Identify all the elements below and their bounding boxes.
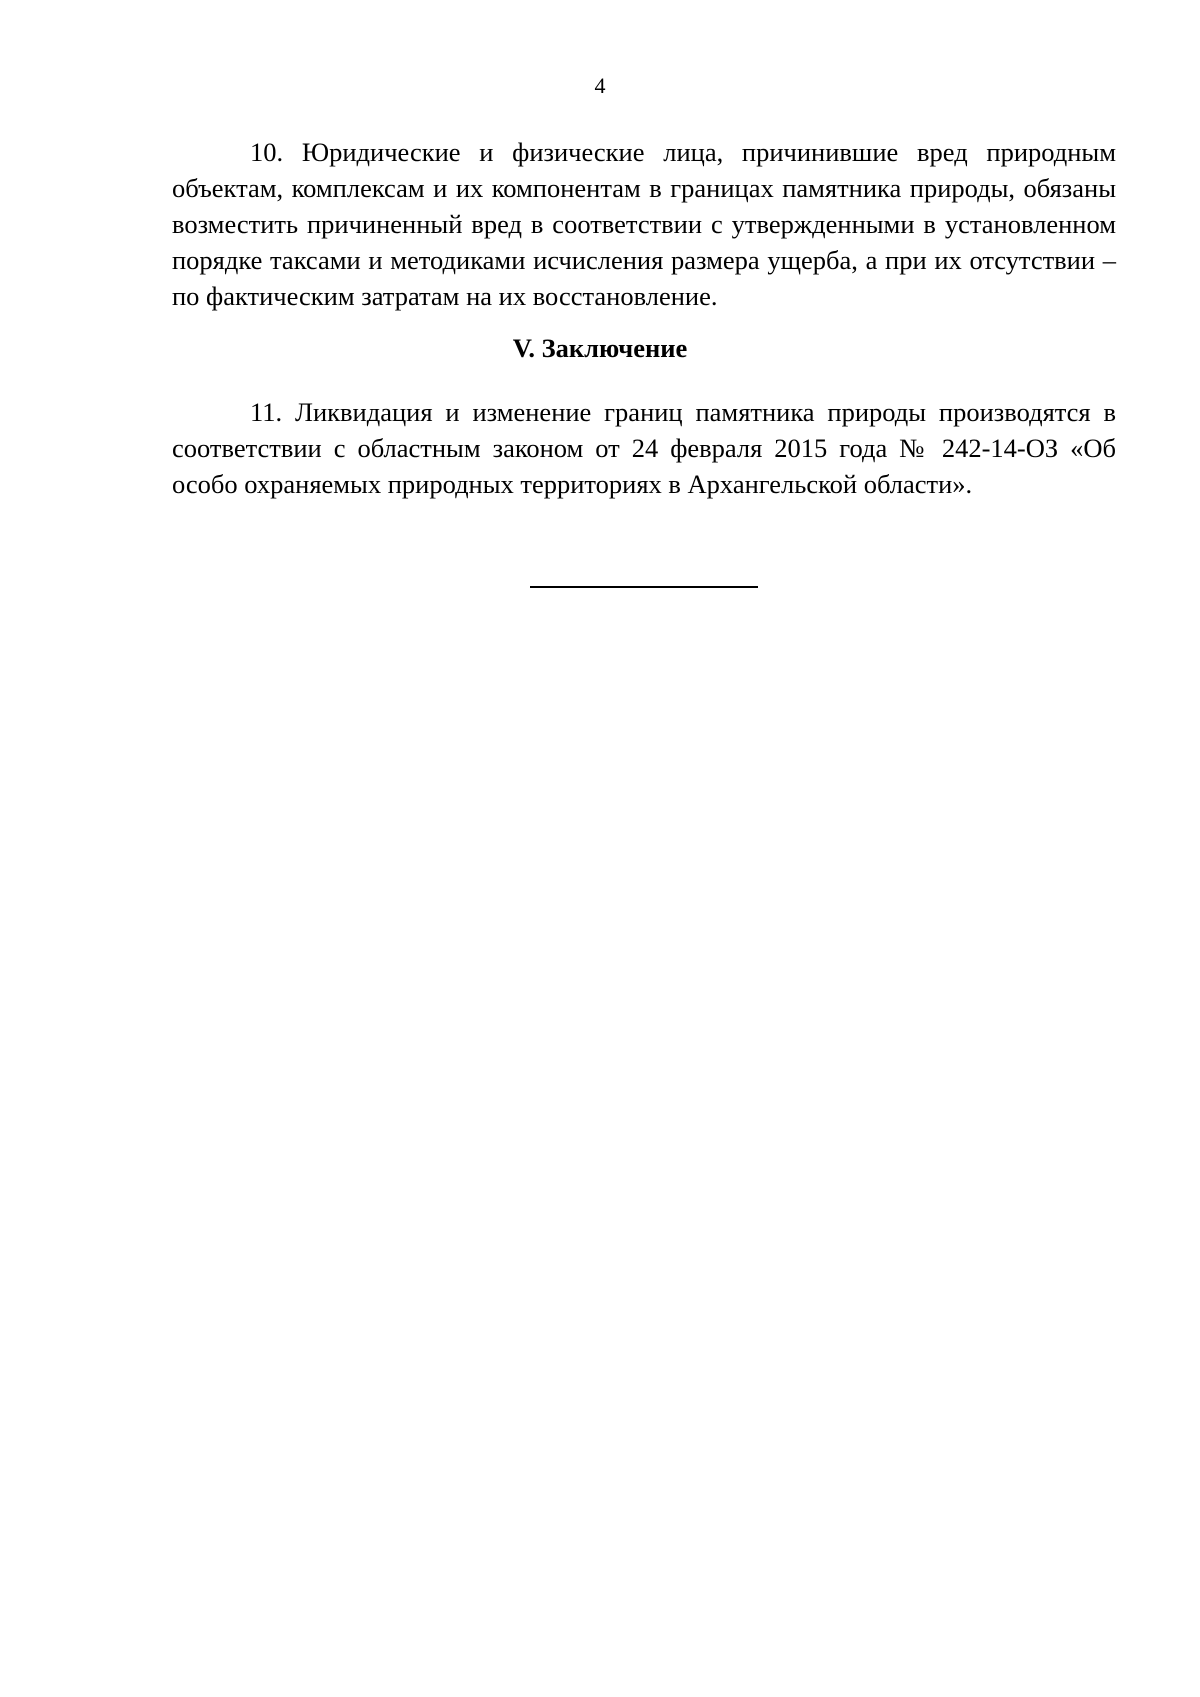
end-of-document-rule <box>530 586 758 588</box>
paragraph-11: 11. Ликвидация и изменение границ памятника природы производятся в соответствии с областным законом от 24 февраля 2015 года № 242-14-ОЗ «Об особо охраняемых природных территориях в Архангельской области». <box>172 397 1116 499</box>
section-heading-conclusion: V. Заключение <box>512 333 688 363</box>
paragraph-10: 10. Юридические и физические лица, причинившие вред природным объектам, комплексам и их компонентам в границах памятника природы, обязаны возместить причиненный вред в соответствии с утвержденными в установленном порядке таксами и методиками исчисления размера ущерба, а при их отсутствии – по фактическим затратам на их восстановление. <box>172 137 1116 311</box>
page-number: 4 <box>594 73 606 98</box>
